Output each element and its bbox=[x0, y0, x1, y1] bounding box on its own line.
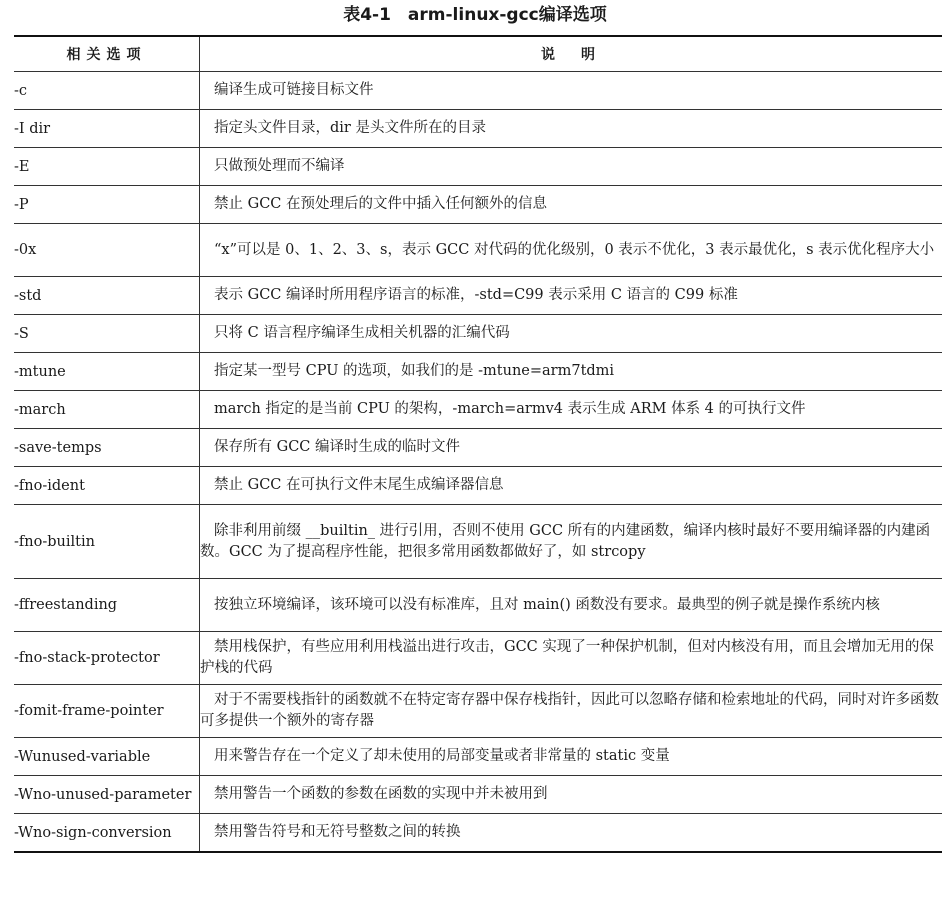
option-cell: -P bbox=[14, 186, 200, 224]
table-row bbox=[14, 315, 942, 353]
description-cell: 只将 C 语言程序编译生成相关机器的汇编代码 bbox=[200, 315, 943, 353]
option-cell: -c bbox=[14, 72, 200, 110]
description-cell: 禁用警告符号和无符号整数之间的转换 bbox=[200, 814, 943, 853]
description-cell: 按独立环境编译，该环境可以没有标准库，且对 main() 函数没有要求。最典型的例子就是操作系统内核 bbox=[200, 579, 943, 632]
table-row bbox=[14, 467, 942, 505]
table-row bbox=[14, 632, 942, 685]
table-row bbox=[14, 148, 942, 186]
description-cell: “x”可以是 0、1、2、3、s，表示 GCC 对代码的优化级别，0 表示不优化，3 表示最优化，s 表示优化程序大小 bbox=[200, 224, 943, 277]
option-cell: -Wunused-variable bbox=[14, 738, 200, 776]
option-cell: -Wno-sign-conversion bbox=[14, 814, 200, 853]
option-cell: -fno-ident bbox=[14, 467, 200, 505]
table-row bbox=[14, 391, 942, 429]
option-cell: -save-temps bbox=[14, 429, 200, 467]
table-row bbox=[14, 224, 942, 277]
option-cell: -S bbox=[14, 315, 200, 353]
description-cell: 表示 GCC 编译时所用程序语言的标准，-std=C99 表示采用 C 语言的 C99 标准 bbox=[200, 277, 943, 315]
description-cell: 禁用栈保护，有些应用利用栈溢出进行攻击，GCC 实现了一种保护机制，但对内核没有用，而且会增加无用的保护栈的代码 bbox=[200, 632, 943, 685]
header-option: 相关选项 bbox=[14, 36, 200, 72]
description-cell: march 指定的是当前 CPU 的架构，-march=armv4 表示生成 ARM 体系 4 的可执行文件 bbox=[200, 391, 943, 429]
option-cell: -E bbox=[14, 148, 200, 186]
option-cell: -fno-builtin bbox=[14, 505, 200, 579]
option-cell: -I dir bbox=[14, 110, 200, 148]
description-cell: 禁止 GCC 在可执行文件末尾生成编译器信息 bbox=[200, 467, 943, 505]
description-cell: 指定某一型号 CPU 的选项，如我们的是 -mtune=arm7tdmi bbox=[200, 353, 943, 391]
description-cell: 只做预处理而不编译 bbox=[200, 148, 943, 186]
option-cell: -ffreestanding bbox=[14, 579, 200, 632]
option-cell: -0x bbox=[14, 224, 200, 277]
option-cell: -march bbox=[14, 391, 200, 429]
header-description: 说 明 bbox=[200, 36, 943, 72]
table-row bbox=[14, 685, 942, 738]
table-row bbox=[14, 72, 942, 110]
description-cell: 对于不需要栈指针的函数就不在特定寄存器中保存栈指针，因此可以忽略存储和检索地址的代码，同时对许多函数可多提供一个额外的寄存器 bbox=[200, 685, 943, 738]
table-row bbox=[14, 776, 942, 814]
option-cell: -std bbox=[14, 277, 200, 315]
table-row bbox=[14, 277, 942, 315]
table-row bbox=[14, 814, 942, 853]
table-row bbox=[14, 738, 942, 776]
description-cell: 编译生成可链接目标文件 bbox=[200, 72, 943, 110]
options-table bbox=[14, 35, 942, 853]
table-caption: 表4-1 arm-linux-gcc编译选项 bbox=[343, 5, 607, 25]
option-cell: -Wno-unused-parameter bbox=[14, 776, 200, 814]
table-row bbox=[14, 429, 942, 467]
table-header-row bbox=[14, 36, 942, 72]
option-cell: -mtune bbox=[14, 353, 200, 391]
description-cell: 禁用警告一个函数的参数在函数的实现中并未被用到 bbox=[200, 776, 943, 814]
option-cell: -fno-stack-protector bbox=[14, 632, 200, 685]
table-row bbox=[14, 505, 942, 579]
table-row bbox=[14, 186, 942, 224]
table-row bbox=[14, 353, 942, 391]
option-cell: -fomit-frame-pointer bbox=[14, 685, 200, 738]
description-cell: 保存所有 GCC 编译时生成的临时文件 bbox=[200, 429, 943, 467]
description-cell: 用来警告存在一个定义了却未使用的局部变量或者非常量的 static 变量 bbox=[200, 738, 943, 776]
description-cell: 指定头文件目录，dir 是头文件所在的目录 bbox=[200, 110, 943, 148]
table-row bbox=[14, 579, 942, 632]
table-row bbox=[14, 110, 942, 148]
description-cell: 禁止 GCC 在预处理后的文件中插入任何额外的信息 bbox=[200, 186, 943, 224]
description-cell: 除非利用前缀 __builtin_ 进行引用，否则不使用 GCC 所有的内建函数，编译内核时最好不要用编译器的内建函数。GCC 为了提高程序性能，把很多常用函数都做好了，如 strcopy bbox=[200, 505, 943, 579]
